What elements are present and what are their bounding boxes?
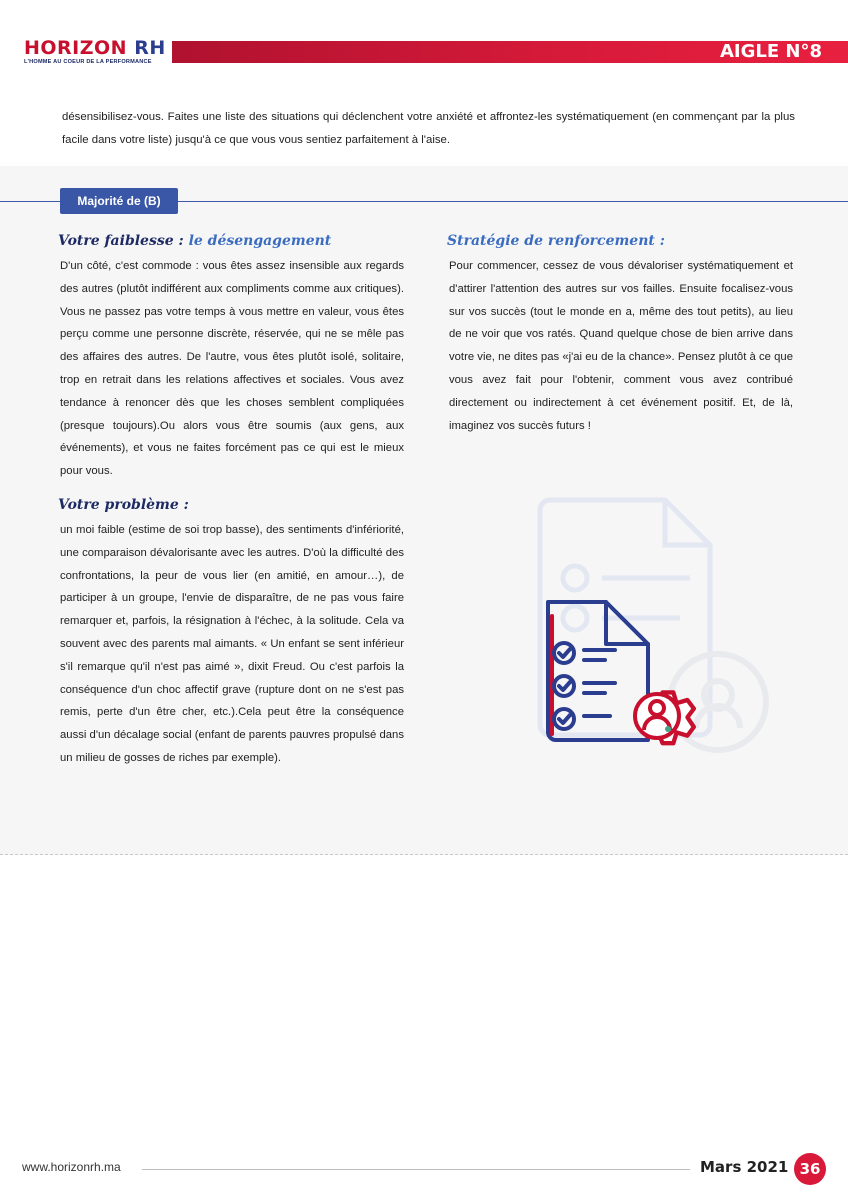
strategie-text: Pour commencer, cessez de vous dévaloriser systématiquement et d'attirer l'attention des autres sur vos failles. Ensuite focalisez-vous sur vos succès (tout le monde en a, même des tout petits), au lieu de ne voir que vos ratés. Quand quelque chose de bien arrive dans votre vie, ne dites pas «j'ai eu de la chance». Pensez plutôt à ce que vous avez fait pour l'obtenir, comment vous avez contribué directement ou indirectement à cet événement positif. Et, de là, imaginez vos succès futurs !: [449, 260, 793, 432]
footer-date: Mars 2021: [700, 1158, 789, 1176]
checklist-illustration: [530, 490, 800, 780]
faiblesse-heading-prefix: Votre faiblesse :: [58, 233, 184, 249]
issue-label: AIGLE N°8: [719, 41, 822, 62]
logo-tagline: L'HOMME AU COEUR DE LA PERFORMANCE: [24, 59, 152, 65]
probleme-heading: Votre problème :: [58, 496, 189, 513]
logo: [24, 38, 166, 65]
footer-url[interactable]: www.horizonrh.ma: [22, 1160, 121, 1174]
faiblesse-heading-accent: le désengagement: [188, 233, 332, 249]
checklist-document-with-user-gear-icon: [530, 490, 800, 780]
logo-wordmark: [24, 38, 166, 58]
strategie-heading: Stratégie de renforcement :: [447, 233, 665, 249]
logo-horizon: HORIZON: [24, 37, 128, 59]
user-gear-icon: [635, 692, 694, 743]
faiblesse-heading: [58, 231, 404, 251]
faiblesse-text: D'un côté, c'est commode : vous êtes assez insensible aux regards des autres (plutôt indifférent aux compliments comme aux critiques). Vous ne passez pas votre temps à vous mettre en valeur, vous êtes perçu comme une personne discrète, réservée, qui ne se mêle pas des affaires des autres. De l'autre, vous êtes plutôt isolé, solitaire, trop en retrait dans les relations affectives et sociales. Vous avez tendance à renoncer dès que les choses semblent compliquées (presque toujours).Ou alors vous être soumis (aux gens, aux événements), et vous ne faites forcément pas ce qui est le mieux pour vous.: [60, 260, 404, 478]
intro-text: désensibilisez-vous. Faites une liste des situations qui déclenchent votre anxiété et affrontez-les systématiquement (en commençant par la plus facile dans votre liste) jusqu'à ce que vous vous sentiez parfaitement à l'aise.: [62, 111, 795, 146]
footer-divider: [142, 1169, 690, 1170]
page-number: 36: [794, 1153, 826, 1185]
probleme-text: un moi faible (estime de soi trop basse), des sentiments d'infériorité, une comparaison dévalorisante avec les autres. D'où la difficulté des confrontations, la peur de vous lier (en amitié, en amour…), de participer à un groupe, l'envie de disparaître, de ne pas vous faire remarquer et, parfois, la résignation à l'échec, à la solitude. Cela va souvent avec des parents mal aimants. « Un enfant se sent inférieur s'il remarque qu'il n'est pas aimé », dixit Freud. Ou c'est parfois la conséquence d'un choc affectif grave (rupture dont on ne s'est pas remis, perte d'un être cher, etc.).Cela peut être la conséquence aussi d'un décalage social (enfant de parents pauvres propulsé dans un milieu de gosses de riches par exemple).: [60, 523, 404, 764]
left-column: [58, 231, 404, 770]
check-list-icon: [554, 643, 615, 729]
logo-rh: RH: [134, 37, 166, 59]
right-column: [447, 231, 793, 437]
intro-paragraph: [62, 106, 795, 152]
section-tag: Majorité de (B): [60, 188, 178, 214]
